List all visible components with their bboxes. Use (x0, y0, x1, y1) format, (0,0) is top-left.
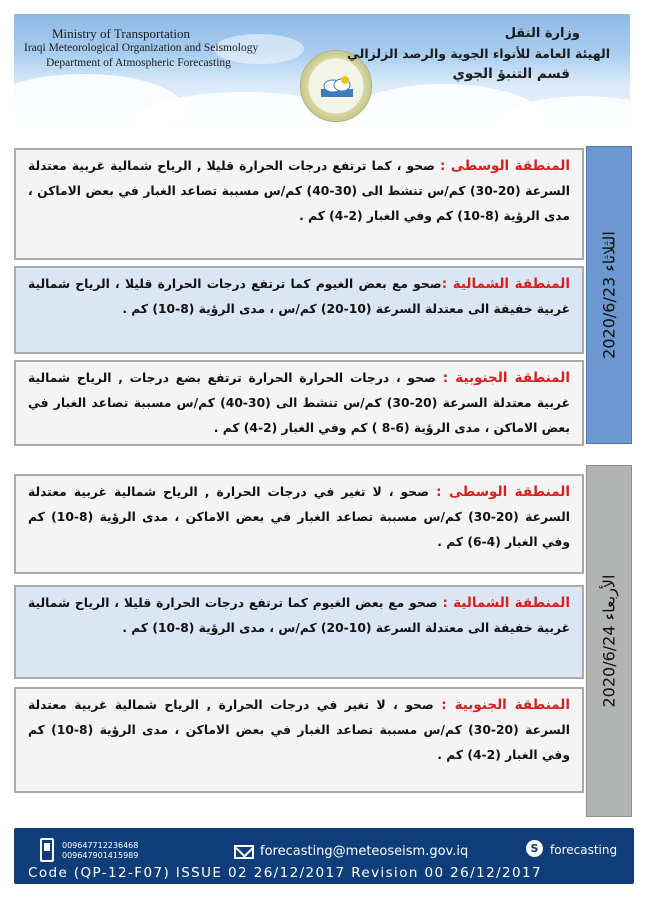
phone-number: 009647901415989 (62, 851, 139, 860)
header-arabic (347, 24, 610, 84)
forecast-central-day1 (14, 148, 584, 260)
phone-icon (40, 838, 54, 862)
header-english (24, 26, 258, 71)
ministry-name-ar: وزارة النقل (504, 26, 580, 41)
region-name: المنطقة الجنوبية : (442, 370, 570, 386)
forecast-text: صحو ، درجات الحرارة الحرارة ترتفع بضع درجات , الرياح شمالية غربية معتدلة السرعة (20-30) كم/س تنشط الى (30-40) كم/س مسببة تصاعد الغبار في بعض الاماكن ، مدى الرؤية (6-8 ) كم وفي الغبار (2-4) كم . (28, 371, 570, 435)
forecast-south-day1 (14, 360, 584, 446)
date-bar-day2 (586, 465, 632, 817)
email-address[interactable]: forecasting@meteoseism.gov.iq (260, 844, 469, 859)
forecast-north-day1 (14, 266, 584, 354)
skype-handle: forecasting (550, 843, 618, 857)
date-label: الثلاثاء 2020/6/23 (599, 231, 619, 359)
department-name-ar: قسم التنبؤ الجوي (452, 66, 570, 82)
forecast-text: صحو ، كما ترتفع درجات الحرارة قليلا , الرياح شمالية غربية معتدلة السرعة (20-30) كم/س تنشط الى (30-40) كم/س مسببة تصاعد الغبار في بعض الاماكن ، مدى الرؤية (8-10) كم وفي الغبار (2-4) كم . (28, 159, 570, 223)
region-name: المنطقة الوسطى : (440, 158, 570, 174)
skype-icon: S (526, 840, 543, 857)
date-label: الأربعاء 2020/6/24 (599, 574, 619, 708)
header-banner (14, 14, 630, 128)
organization-name-en: Iraqi Meteorological Organization and Seismology (24, 42, 259, 54)
department-name-en: Department of Atmospheric Forecasting (46, 57, 231, 69)
date-bar-day1 (586, 146, 632, 444)
phone-numbers (62, 841, 138, 861)
organization-name-ar: الهيئة العامة للأنواء الجوية والرصد الزلزالي (347, 46, 610, 61)
forecast-text: صحو مع بعض الغيوم كما ترتفع درجات الحرارة قليلا ، الرياح شمالية غربية خفيفة الى معتدلة السرعة (10-20) كم/س ، مدى الرؤية (8-10) كم . (28, 596, 570, 635)
footer (14, 828, 634, 884)
forecast-north-day2 (14, 585, 584, 679)
region-name: المنطقة الجنوبية : (441, 697, 570, 713)
forecast-text: صحو ، لا تغير في درجات الحرارة , الرياح شمالية غربية معتدلة السرعة (20-30) كم/س مسببة تصاعد الغبار في بعض الاماكن ، مدى الرؤية (8-10) كم وفي الغبار (2-4) كم . (28, 698, 570, 762)
forecast-south-day2 (14, 687, 584, 793)
ministry-name-en: Ministry of Transportation (52, 26, 190, 41)
region-name: المنطقة الشمالية : (441, 276, 570, 292)
mail-icon (234, 845, 254, 859)
phone-number: 009647712236468 (62, 841, 139, 850)
document-code: Code (QP-12-F07) ISSUE 02 26/12/2017 Revision 00 26/12/2017 (28, 865, 542, 881)
forecast-text: صحو مع بعض الغيوم كما ترتفع درجات الحرارة قليلا ، الرياح شمالية غربية خفيفة الى معتدلة السرعة (10-20) كم/س ، مدى الرؤية (8-10) كم . (28, 277, 570, 316)
region-name: المنطقة الوسطى : (436, 484, 570, 500)
forecast-central-day2 (14, 474, 584, 574)
forecast-text: صحو ، لا تغير في درجات الحرارة , الرياح شمالية غربية معتدلة السرعة (20-30) كم/س مسببة تصاعد الغبار في بعض الاماكن ، مدى الرؤية (8-10) كم وفي الغبار (4-6) كم . (28, 485, 570, 549)
region-name: المنطقة الشمالية : (442, 595, 570, 611)
